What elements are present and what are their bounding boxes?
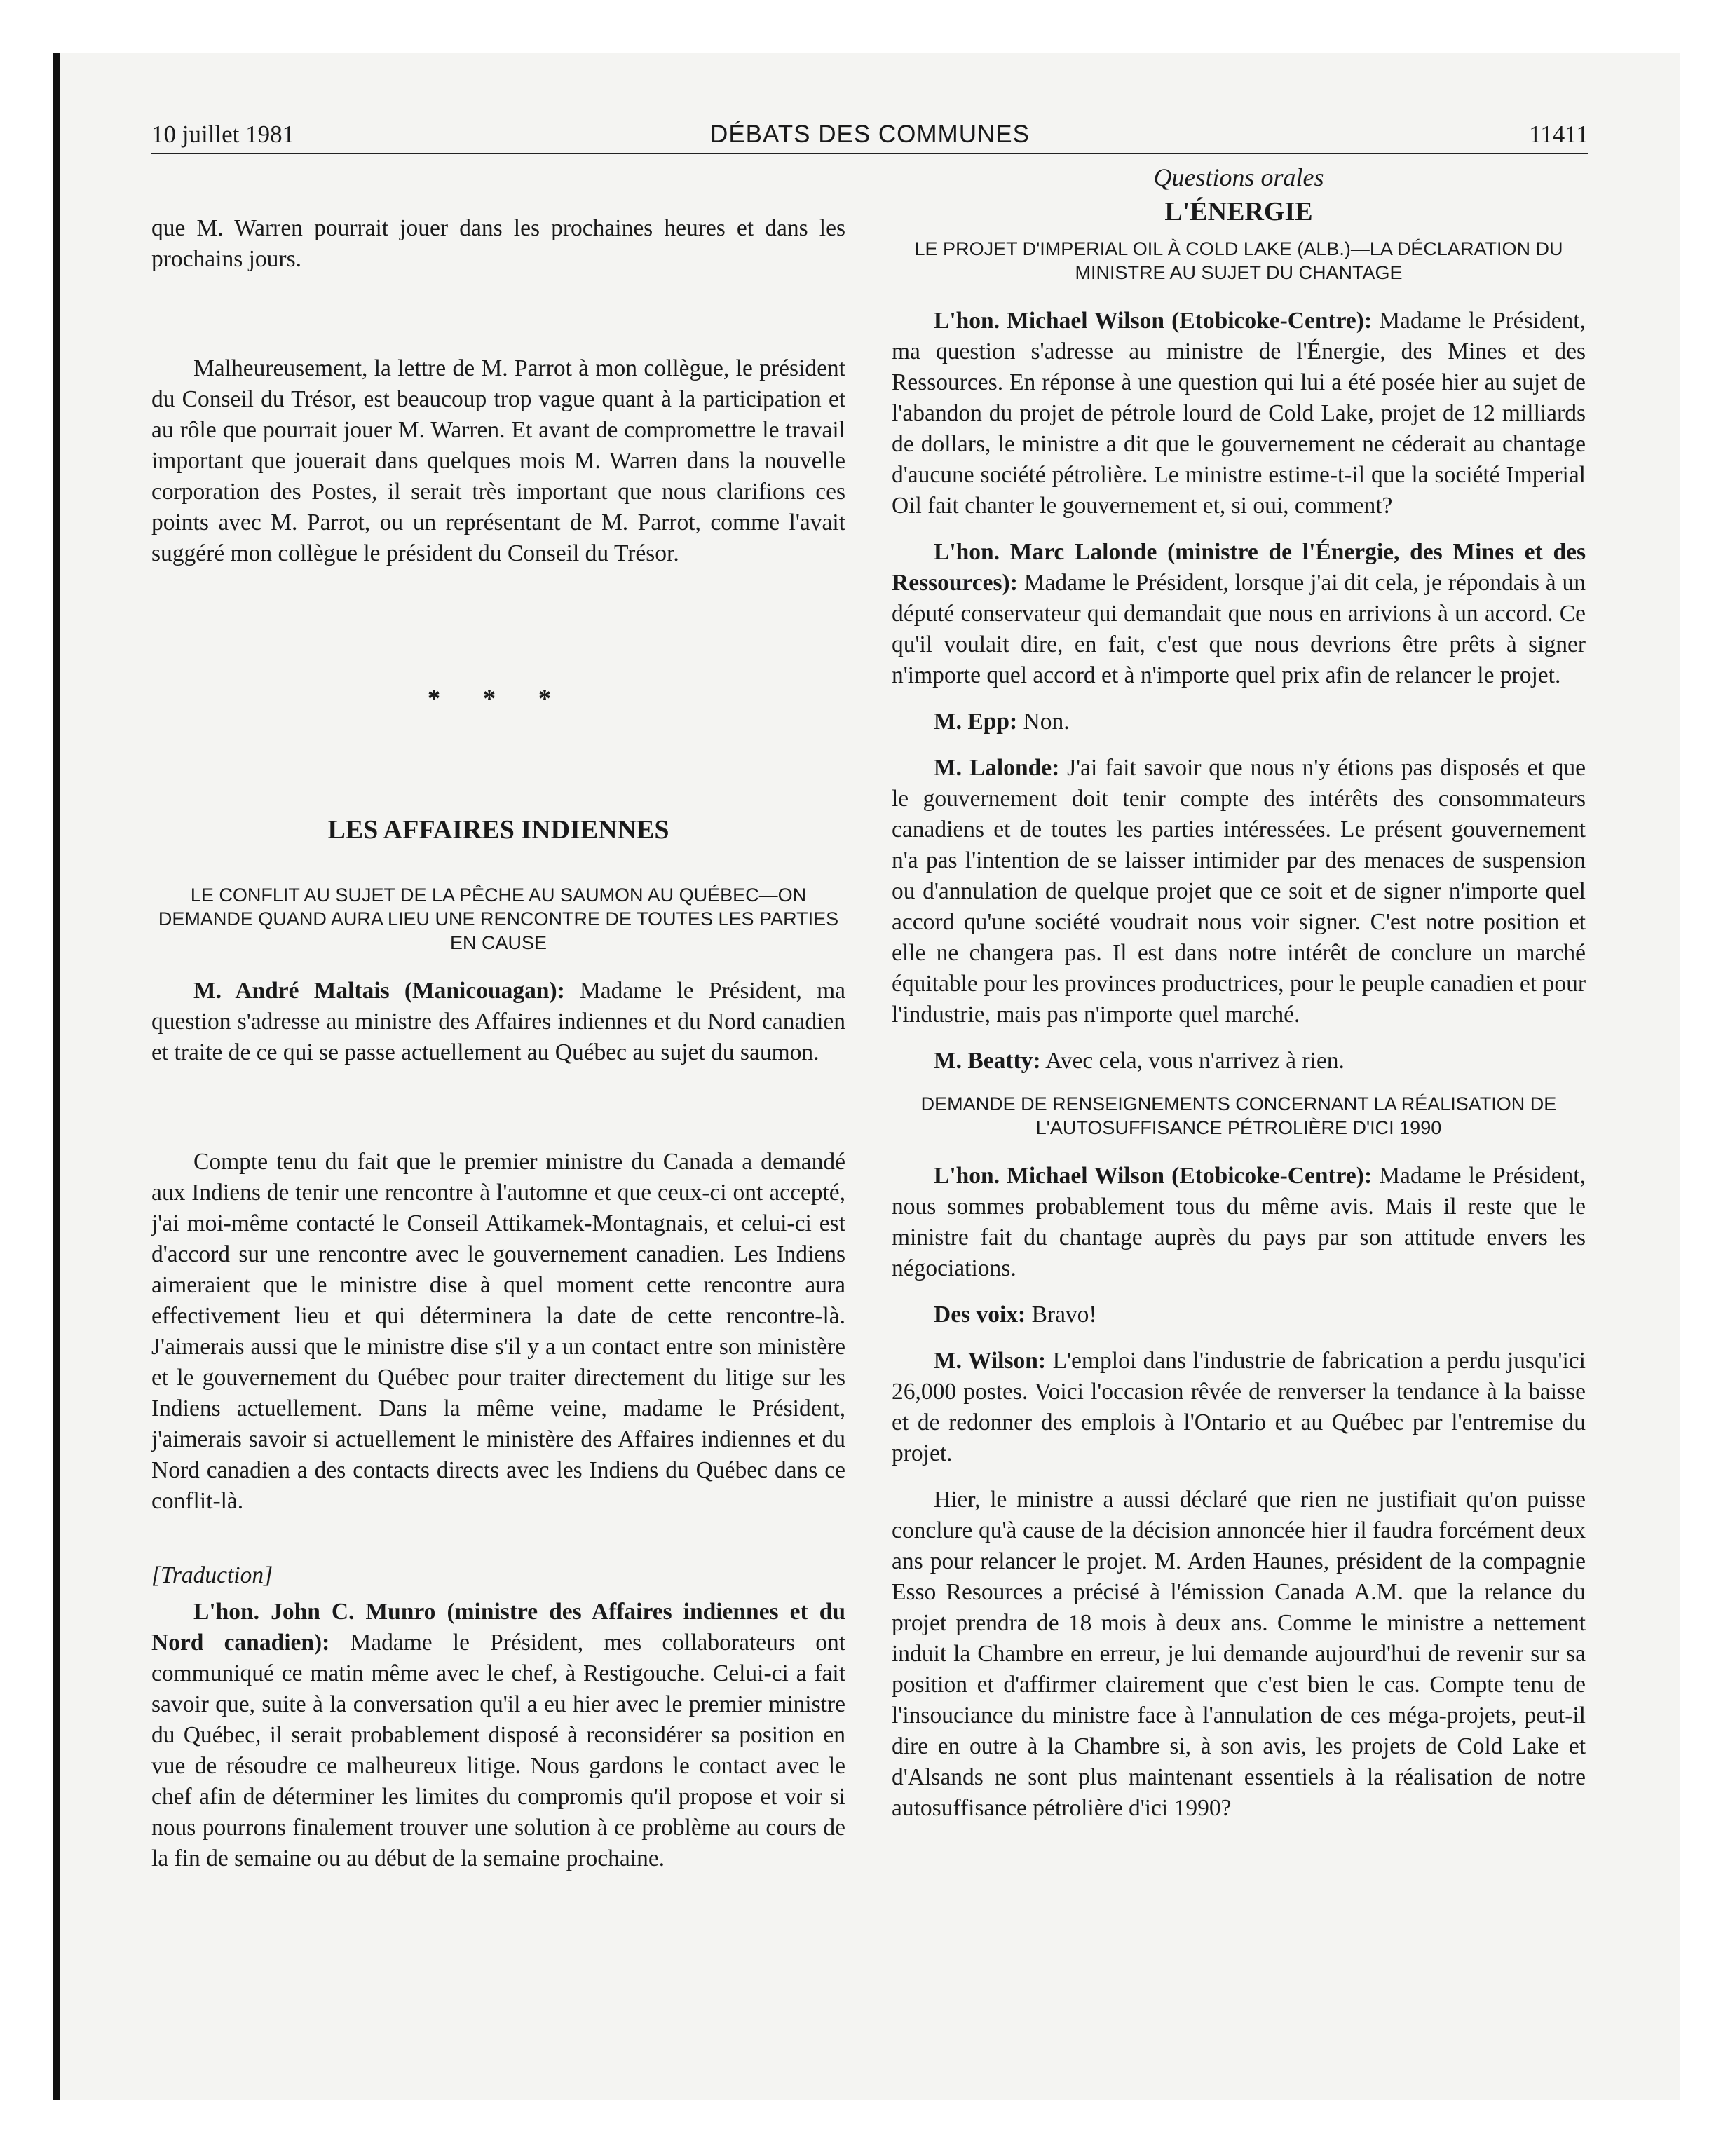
- speech: [892, 1046, 1586, 1077]
- subheading: LE PROJET D'IMPERIAL OIL À COLD LAKE (ALB.)—LA DÉCLARATION DU MINISTRE AU SUJET DU CHANTAGE: [914, 238, 1563, 283]
- speaker: Des voix:: [934, 1302, 1026, 1328]
- speech: [892, 306, 1586, 521]
- speech: [892, 1161, 1586, 1284]
- speech: [892, 1346, 1586, 1469]
- left-column: [151, 213, 845, 1890]
- speech: [892, 707, 1586, 737]
- section-title: LES AFFAIRES INDIENNES: [327, 815, 669, 845]
- header-page-number: 11411: [1529, 121, 1588, 148]
- section-separator: * * *: [428, 684, 569, 712]
- speech-text: Bravo!: [1026, 1302, 1097, 1328]
- page: [151, 118, 1588, 2052]
- page-header: [151, 118, 1588, 151]
- speech-text: Avec cela, vous n'arrivez à rien.: [1040, 1048, 1345, 1074]
- header-rule: [151, 153, 1588, 154]
- speaker: L'hon. Michael Wilson (Etobicoke-Centre):: [934, 308, 1373, 334]
- right-column: [892, 161, 1586, 1839]
- speech: [892, 1299, 1586, 1330]
- speech-text: Madame le Président, nous sommes probablement tous du même avis. Mais il reste que le ministre fait du chantage auprès du pays par son attitude envers les négociations.: [892, 1163, 1586, 1281]
- speech-text: Madame le Président, ma question s'adresse au ministre des Affaires indiennes et du Nord canadien et traite de ce qui se passe actuellement au Québec au sujet du saumon.: [151, 978, 846, 1065]
- translation-note: [Traduction]: [151, 1562, 273, 1588]
- speaker: L'hon. Michael Wilson (Etobicoke-Centre):: [934, 1163, 1373, 1189]
- speech: [151, 1597, 845, 1874]
- speaker: M. Epp:: [934, 709, 1018, 735]
- speaker: L'hon. John C. Munro (ministre des Affaires indiennes et du Nord canadien):: [151, 1599, 845, 1656]
- section-label: Questions orales: [1153, 163, 1324, 191]
- speaker: L'hon. Marc Lalonde (ministre de l'Énergie, des Mines et des Ressources):: [892, 539, 1586, 596]
- header-date: 10 juillet 1981: [151, 121, 295, 148]
- speech: [892, 537, 1586, 691]
- binding-edge: [53, 53, 60, 2100]
- paragraph: Malheureusement, la lettre de M. Parrot à mon collègue, le président du Conseil du Trésor, est beaucoup trop vague quant à la participation et au rôle que pourrait jouer M. Warren. Et avant de compromettre le travail important que jouerait dans quelques mois M. Warren dans la nouvelle corporation des Postes, il serait très important que nous clarifions ces points avec M. Parrot, ou un représentant de M. Parrot, comme l'avait suggéré mon collègue le président du Conseil du Trésor.: [151, 355, 845, 566]
- paragraph: que M. Warren pourrait jouer dans les prochaines heures et dans les prochains jours.: [151, 215, 845, 272]
- paragraph: Compte tenu du fait que le premier ministre du Canada a demandé aux Indiens de tenir une rencontre à l'automne et que ceux-ci ont accepté, j'ai moi-même contacté le Conseil Attikamek-Montagnais, et celui-ci est d'accord sur une rencontre avec le gouvernement canadien. Les Indiens aimeraient que le ministre dise à quel moment cette rencontre aura effectivement lieu et qui déterminera la date de cette rencontre-là. J'aimerais aussi que le ministre dise s'il y a un contact entre son ministère et le gouvernement du Québec pour traiter directement du litige sur les Indiens actuellement. Dans la même veine, madame le Président, j'aimerais savoir si actuellement le ministère des Affaires indiennes et du Nord canadien a des contacts directs avec les Indiens du Québec dans ce conflit-là.: [151, 1149, 845, 1514]
- subheading: LE CONFLIT AU SUJET DE LA PÊCHE AU SAUMON AU QUÉBEC—ON DEMANDE QUAND AURA LIEU UNE RENCONTRE DE TOUTES LES PARTIES EN CAUSE: [158, 885, 839, 953]
- speech-text: J'ai fait savoir que nous n'y étions pas disposés et que le gouvernement doit tenir compte des intérêts des consommateurs canadiens et de toutes les parties intéressées. Le présent gouvernement n'a pas l'intention de se laisser intimider par des menaces de suspension ou d'annulation de quelque projet que ce soit et de signer n'importe quel accord qu'une société voudrait nous voir signer. C'est notre position et elle ne changera pas. Il est dans notre intérêt de conclure un marché équitable pour les provinces productrices, pour le peuple canadien et pour l'industrie, mais pas n'importe quel marché.: [892, 755, 1586, 1028]
- speech-text: Madame le Président, lorsque j'ai dit cela, je répondais à un député conservateur qui demandait que nous en arrivions à un accord. Ce qu'il voulait dire, en fait, c'est que nous devrions être prêts à signer n'importe quel accord et à n'importe quel prix afin de relancer le projet.: [892, 570, 1586, 688]
- speaker: M. Wilson:: [934, 1348, 1047, 1374]
- speech-text: Madame le Président, ma question s'adresse au ministre de l'Énergie, des Mines et des Ressources. En réponse à une question qui lui a été posée hier au sujet de l'abandon du projet de pétrole lourd de Cold Lake, projet de 12 milliards de dollars, le ministre a dit que le gouvernement ne céderait au chantage d'aucune société pétrolière. Le ministre estime-t-il que la société Imperial Oil fait chanter le gouvernement et, si oui, comment?: [892, 308, 1586, 519]
- speaker: M. Beatty:: [934, 1048, 1041, 1074]
- paragraph: Hier, le ministre a aussi déclaré que rien ne justifiait qu'on puisse conclure qu'à cause de la décision annoncée hier il faudra forcément deux ans pour relancer le projet. M. Arden Haunes, président de la compagnie Esso Resources a précisé à l'émission Canada A.M. que la relance du projet prendra de 18 mois à deux ans. Comme le ministre a nettement induit la Chambre en erreur, je lui demande aujourd'hui de revenir sur sa position et d'affirmer clairement que c'est bien le cas. Compte tenu de l'insouciance du ministre face à l'annulation de ces méga-projets, peut-il dire en outre à la Chambre si, à son avis, les projets de Cold Lake et d'Alsands ne sont plus maintenant essentiels à la réalisation de notre autosuffisance pétrolière d'ici 1990?: [892, 1487, 1586, 1821]
- subheading: DEMANDE DE RENSEIGNEMENTS CONCERNANT LA RÉALISATION DE L'AUTOSUFFISANCE PÉTROLIÈRE D'ICI 1990: [920, 1093, 1557, 1138]
- speech: [151, 976, 845, 1068]
- section-title: L'ÉNERGIE: [1164, 197, 1313, 226]
- header-title: DÉBATS DES COMMUNES: [710, 121, 1030, 148]
- speech-text: Madame le Président, mes collaborateurs ont communiqué ce matin même avec le chef, à Restigouche. Celui-ci a fait savoir que, suite à la conversation qu'il a eu hier avec le premier ministre du Québec, il serait probablement disposé à reconsidérer sa position en vue de résoudre ce malheureux litige. Nous gardons le contact avec le chef afin de déterminer les limites du compromis qu'il propose et voir si nous pourrons finalement trouver une solution à ce problème au cours de la fin de semaine ou au début de la semaine prochaine.: [151, 1630, 845, 1871]
- speaker: M. André Maltais (Manicouagan):: [193, 978, 565, 1004]
- speech-text: Non.: [1017, 709, 1070, 735]
- speech: [892, 753, 1586, 1030]
- speech-text: L'emploi dans l'industrie de fabrication a perdu jusqu'ici 26,000 postes. Voici l'occasion rêvée de renverser la tendance à la baisse et de redonner des emplois à l'Ontario et au Québec par l'entremise du projet.: [892, 1348, 1586, 1466]
- speaker: M. Lalonde:: [934, 755, 1060, 781]
